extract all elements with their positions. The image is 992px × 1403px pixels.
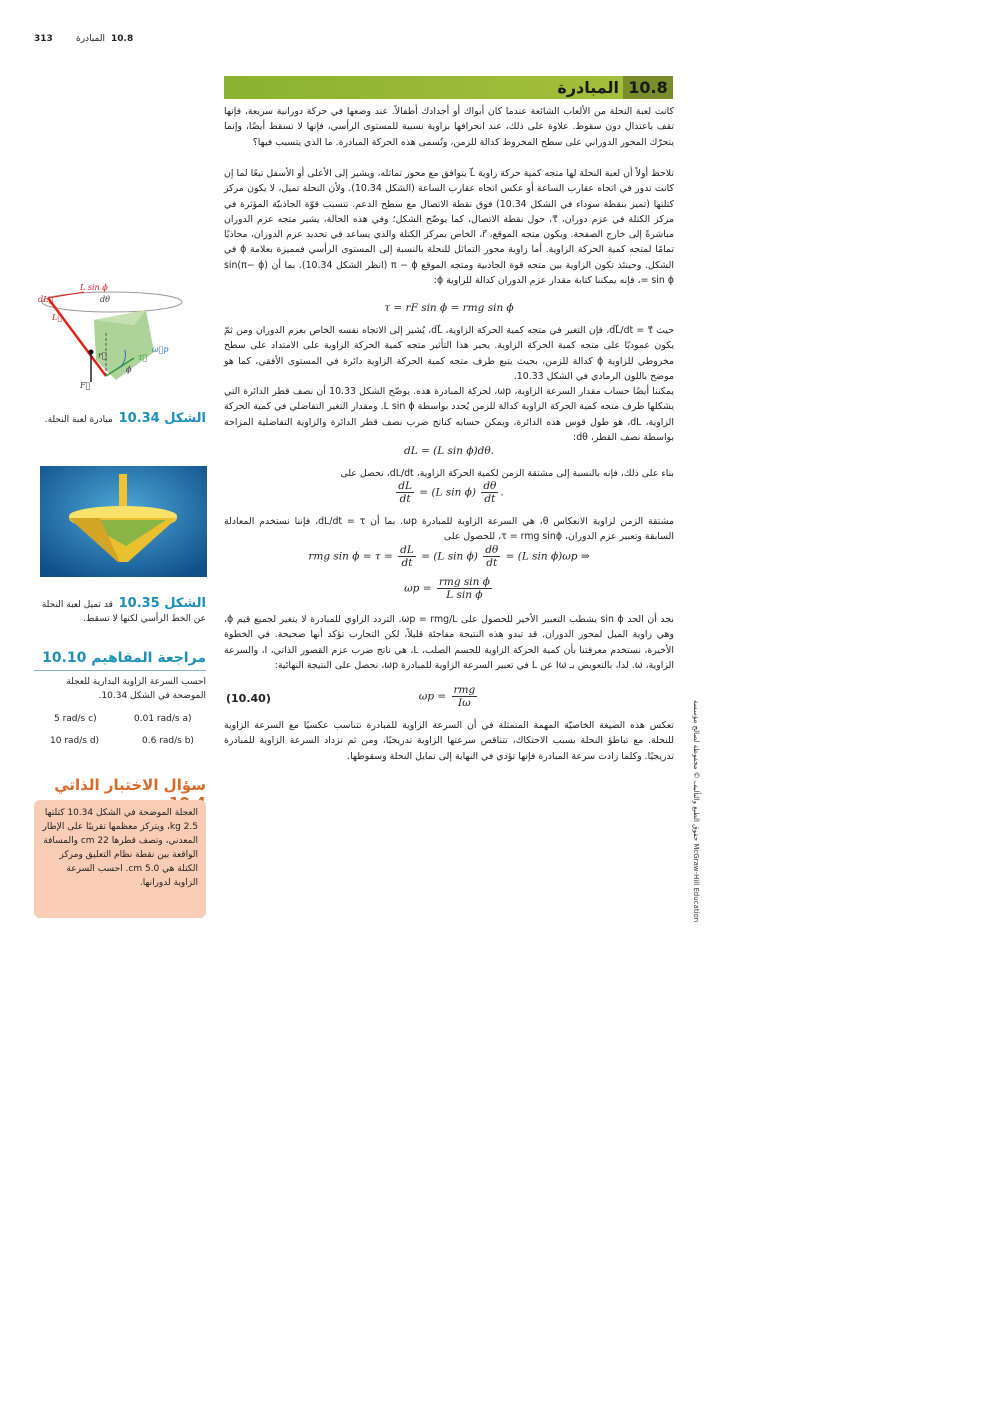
label-dL: dL⃗ — [38, 295, 54, 304]
running-section-number: 10.8 — [111, 34, 134, 44]
equation-number: (10.40) — [226, 692, 271, 705]
concept-review-title: مراجعة المفاهيم 10.10 — [42, 650, 206, 666]
paragraph-dL-direction: حيث dL⃗/dt = τ⃗، فإن التغير في متجه كمية الحركة الزاوية، dL⃗، يُشير إلى الاتجاه نفسه الخاص بعزم الدوران ومن ثمّ يكون عموديًا على متجه كمية الحركة الزاوية. يحير هذا التأثير متجه كمية الحركة الزاوية على الامتداد على سطح مخروطي للزاوية ϕ كدالة للزمن، بحيث يتبع طرف متجه كمية الحركة الزاوية دائرة في المستوى الأفقي، كما هو موضح باللون الرمادي في الشكل 10.33. — [224, 325, 675, 382]
equation-torque: τ = rF sin ϕ = rmg sin ϕ — [384, 302, 514, 314]
label-L: L⃗ — [52, 313, 63, 322]
equation-omega-p: ωp = $\frac{\text{rmg sin ϕ}}{\text{L sin ϕ}}$ — [404, 576, 490, 601]
section-title-bar — [224, 76, 673, 99]
equation-dL: dL = (L sin ϕ)dθ. — [403, 445, 495, 457]
figure-1035-caption: الشكل 10.35 قد تميل لعبة النحلة عن الخط الرأسي لكنها لا تسقط. — [41, 596, 206, 624]
option-b[interactable]: 0.6 rad/s b) — [142, 736, 194, 746]
page-number: 313 — [34, 34, 53, 44]
option-c[interactable]: 5 rad/s c) — [54, 714, 97, 724]
option-a[interactable]: 0.01 rad/s a) — [134, 714, 192, 724]
self-test-box: العجلة الموضحة في الشكل 10.34 كتلتها 2.5 kg، ويتركز معظمها تقريبًا على الإطار المعدني، وتصف قطرها 22 cm والمسافة الواقعة بين نقطة نظام التعليق ومركز الكتلة هي 5.0 cm. احسب السرعة الزاوية لدورانها. — [34, 800, 206, 918]
paragraph-result: نجد أن الحد sin ϕ يشطب التعبير الأخير للحصول على ωp = rmg/L. التردد الزاوي للمبادرة لا يتغير لجميع قيم ϕ، وهي زاوية الميل لمحور الدوران. قد تبدو هذه النتيجة مفاجئة قليلاً، لكن التجارب تؤكد أنها صحيحة. في الخطوة الأخيرة، نستخدم معرفتنا بأن كمية الحركة الزاوية للجسم الصلب، L، هي ناتج ضرب عزم القصور الذاتي، I، والسرعة الزاوية، ω. لذا، بالتعويض بـ Iω عن L في تعبير السرعة الزاوية للمبادرة ωp، نحصل على النتيجة النهائية: — [224, 614, 674, 671]
paragraph-torque-setup: تلاحظ أولاً أن لعبة النحلة لها متجه كمية حركة زاوية L⃗ يتوافق مع محور تماثله، ويشير إلى الأعلى أو الأسفل تبعًا لما إن كانت تدور في اتجاه عقارب الساعة أو عكس اتجاه عقارب الساعة (الشكل 10.34). ولأن النحلة تميل، لا يكون مركز كتلتها (تميز بنقطة سوداء في الشكل 10.34) فوق نقطة الاتصال مع سطح الدعم. تتسبب قوّة الجاذبيّة المؤثرة في مركز الكتلة في عزم دوران، τ⃗، حول نقطة الاتصال، كما يوضّح الشكل؛ وفي هذه الحالة، يشير متجه عزم الدوران مباشرةً إلى خارج الصفحة. ويكون متجه الموقع، r⃗، الخاص بمركز الكتلة والذي يساعد في تحديد عزم الدوران، محاذيًا تمامًا لمتجه كمية الحركة الزاوية. أما زاوية محور التماثل للنحلة بالنسبة إلى المستوى الرأسي فمميزة بعلامة ϕ في الشكل. وحينئذ تكون الزاوية بين متجه قوة الجاذبية ومتجه الموقع π − ϕ (انظر الشكل 10.34). بما أن sin(π− ϕ) = sin ϕ، فإنه يمكننا كتابة مقدار عزم الدوران كدالة للزاوية ϕ: — [224, 168, 675, 287]
paragraph-precession-derivation: مشتقة الزمن لزاوية الانعكاس θ، هي السرعة الزاوية للمبادرة ωp. بما أن dL/dt = τ، فإننا نستخدم المعادلة السابقة وتعبير عزم الدوران، τ = rmg sinϕ، للحصول على — [224, 516, 674, 543]
center-of-mass — [89, 350, 94, 355]
paragraph-conclusion: تعكس هذه الصيغة الخاصيّة المهمة المتمثلة في أن السرعة الزاوية للمبادرة تتناسب عكسيًا مع السرعة الزاوية للنحلة. مع تباطؤ النحلة بسبب الاحتكاك، تتناقص سرعتها الزاوية تدريجيًا، ومن ثم تزداد السرعة الزاوية للمبادرة تدريجيًا. وكلما زادت سرعة المبادرة فإنها تؤدي في النهاية إلى تمايل النحلة وسقوطها. — [224, 720, 674, 762]
section-number: 10.8 — [623, 76, 673, 99]
running-section-title: المبادرة — [76, 34, 105, 44]
label-tau: τ⃗ — [138, 353, 148, 362]
label-lsin: L sin ϕ — [80, 283, 108, 292]
equation-dLdt: $\frac{dL}{dt}$ = (L sin ϕ) $\frac{d\theta}{dt}$ . — [398, 480, 504, 505]
concept-review-question: احسب السرعة الزاوية البدارية للعجلة الموضحة في الشكل 10.34. — [34, 670, 206, 703]
paragraph-intro: كانت لعبة النحلة من الألعاب الشائعة عندما كان أبواك أو أجدادك أطفالاً. عند وضعها في حركة دورانية سريعة، فإنها تقف باعتدال دون سقوط. علاوة على ذلك، عند انحرافها بزاوية نسبية للمستوى الرأسي، فإنها لا تسقط أيضًا، وإنما يتحرّك المحور الدوراني على سطح المخروط كدالة للزمن، وتُسمى هذه الحركة المبادرة. ما الذي يتسبب فيها؟ — [224, 106, 674, 148]
figure-1034-diagram — [34, 280, 206, 400]
figure-1035-photo — [40, 466, 207, 577]
label-omega: ω⃗p — [152, 345, 169, 354]
equation-final: ωp = $\frac{\text{rmg}}{I\omega}$ — [418, 684, 476, 709]
section-title: المبادرة — [557, 78, 619, 97]
label-r: r⃗ — [98, 351, 107, 360]
frac-dLdt: $\frac{dL}{dt}$ — [398, 480, 412, 505]
side-credit: حقوق الطبع والتأليف © محفوظة لصالح مؤسسة McGraw-Hill Education — [692, 700, 700, 923]
concept-review-options — [50, 712, 204, 752]
option-d[interactable]: 10 rad/s d) — [50, 736, 100, 746]
frac-dthetadt: $\frac{d\theta}{dt}$ — [483, 480, 497, 505]
label-phi: ϕ — [126, 365, 132, 374]
label-dtheta: dθ — [100, 295, 110, 304]
concept-review-box — [34, 650, 206, 703]
label-F: F⃗ — [80, 381, 91, 390]
equation-chain: rmg sin ϕ = τ = $\frac{dL}{dt}$ = (L sin ϕ) $\frac{d\theta}{dt}$ = (L sin ϕ)ωp ⇒ — [308, 544, 590, 569]
figure-1034-caption: الشكل 10.34 مبادرة لعبة النحلة. — [44, 411, 206, 426]
self-test-title: سؤال الاختبار الذاتي — [54, 776, 206, 794]
paragraph-precession-speed: يمكننا أيضًا حساب مقدار السرعة الزاوية، ωp، لحركة المبادرة هذه. يوضّح الشكل 10.33 أن نصف قطر الدائرة التي يشكلها طرف متجه كمية الحركة الزاوية كدالة للزمن يُحدد بواسطة L sin ϕ. ومقدار التغير التفاضلي في كمية الحركة الزاوية، dL، هو طول قوس هذه الدائرة، ويمكن حسابه كناتج ضرب نصف قطر الدائرة والزاوية التفاضلية المزاحة بواسطة نصف القطر، dθ: — [224, 386, 674, 443]
paragraph-time-derivative: بناء على ذلك، فإنه بالنسبة إلى مشتقة الزمن لكمية الحركة الزاوية، dL/dt، نحصل على — [340, 468, 674, 479]
dL-vector — [48, 292, 84, 298]
